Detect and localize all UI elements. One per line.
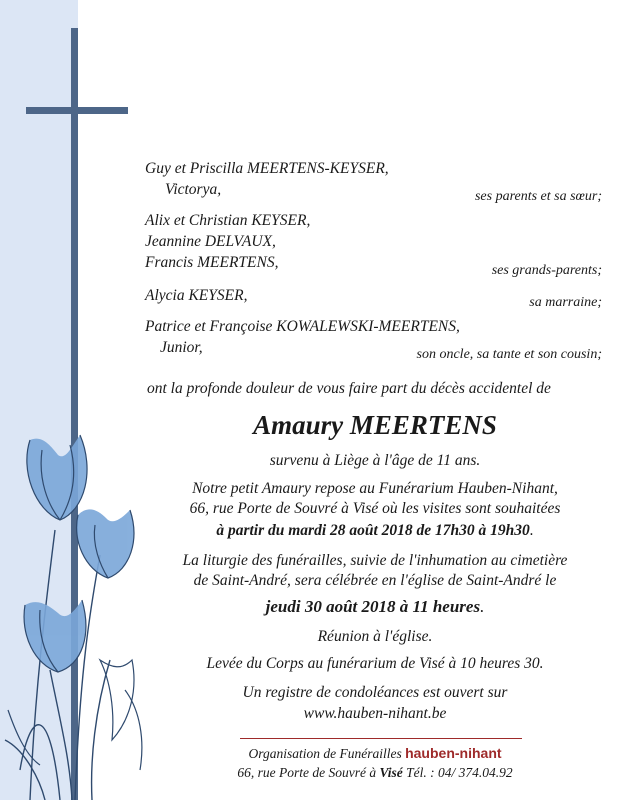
org-label: Organisation de Funérailles — [248, 746, 406, 761]
service-date-period: . — [480, 597, 485, 616]
phone-number: Tél. : 04/ 374.04.92 — [402, 765, 513, 780]
website-link[interactable]: www.hauben-nihant.be — [303, 705, 447, 722]
deceased-name: Amaury MEERTENS — [253, 410, 497, 440]
footer-organisation — [140, 744, 610, 763]
family-role: son oncle, sa tante et son cousin; — [416, 347, 602, 362]
family-line: Guy et Priscilla MEERTENS-KEYSER, — [145, 160, 389, 177]
levee-info: Levée du Corps au funérarium de Visé à 10 heures 30. — [206, 655, 544, 672]
service-info: de Saint-André, sera célébrée en l'église de Saint-André le — [193, 572, 557, 589]
address-start: 66, rue Porte de Souvré à — [237, 765, 380, 780]
address-city: Visé — [379, 765, 403, 780]
visit-times-period: . — [529, 522, 534, 539]
family-line: Alix et Christian KEYSER, — [145, 212, 311, 229]
rest-info: Notre petit Amaury repose au Funérarium Hauben-Nihant, — [192, 480, 558, 497]
family-line: Alycia KEYSER, — [145, 287, 248, 304]
service-date — [140, 598, 610, 616]
brand-logo: hauben-nihant — [405, 745, 502, 761]
footer-divider — [240, 738, 522, 739]
family-role: ses grands-parents; — [491, 263, 602, 278]
intro-text: ont la profonde douleur de vous faire part du décès accidentel de — [147, 380, 551, 397]
visit-times — [140, 522, 610, 540]
register-info: Un registre de condoléances est ouvert sur — [242, 684, 508, 701]
family-line: Jeannine DELVAUX, — [145, 233, 276, 250]
visit-times-text: à partir du mardi 28 août 2018 de 17h30 à 19h30 — [216, 522, 530, 539]
family-line: Junior, — [160, 339, 203, 356]
service-info: La liturgie des funérailles, suivie de l'inhumation au cimetière — [182, 552, 568, 569]
family-line: Patrice et Françoise KOWALEWSKI-MEERTENS, — [145, 318, 460, 335]
footer-address — [140, 764, 610, 782]
family-line: Victorya, — [165, 181, 222, 198]
family-line: Francis MEERTENS, — [145, 254, 279, 271]
cross-icon-horizontal — [26, 107, 128, 114]
meeting-info: Réunion à l'église. — [317, 628, 433, 645]
family-role: ses parents et sa sœur; — [474, 189, 602, 204]
family-role: sa marraine; — [529, 295, 602, 310]
service-date-text: jeudi 30 août 2018 à 11 heures — [265, 597, 481, 616]
rest-info: 66, rue Porte de Souvré à Visé où les visites sont souhaitées — [189, 500, 561, 517]
death-info: survenu à Liège à l'âge de 11 ans. — [269, 452, 481, 469]
